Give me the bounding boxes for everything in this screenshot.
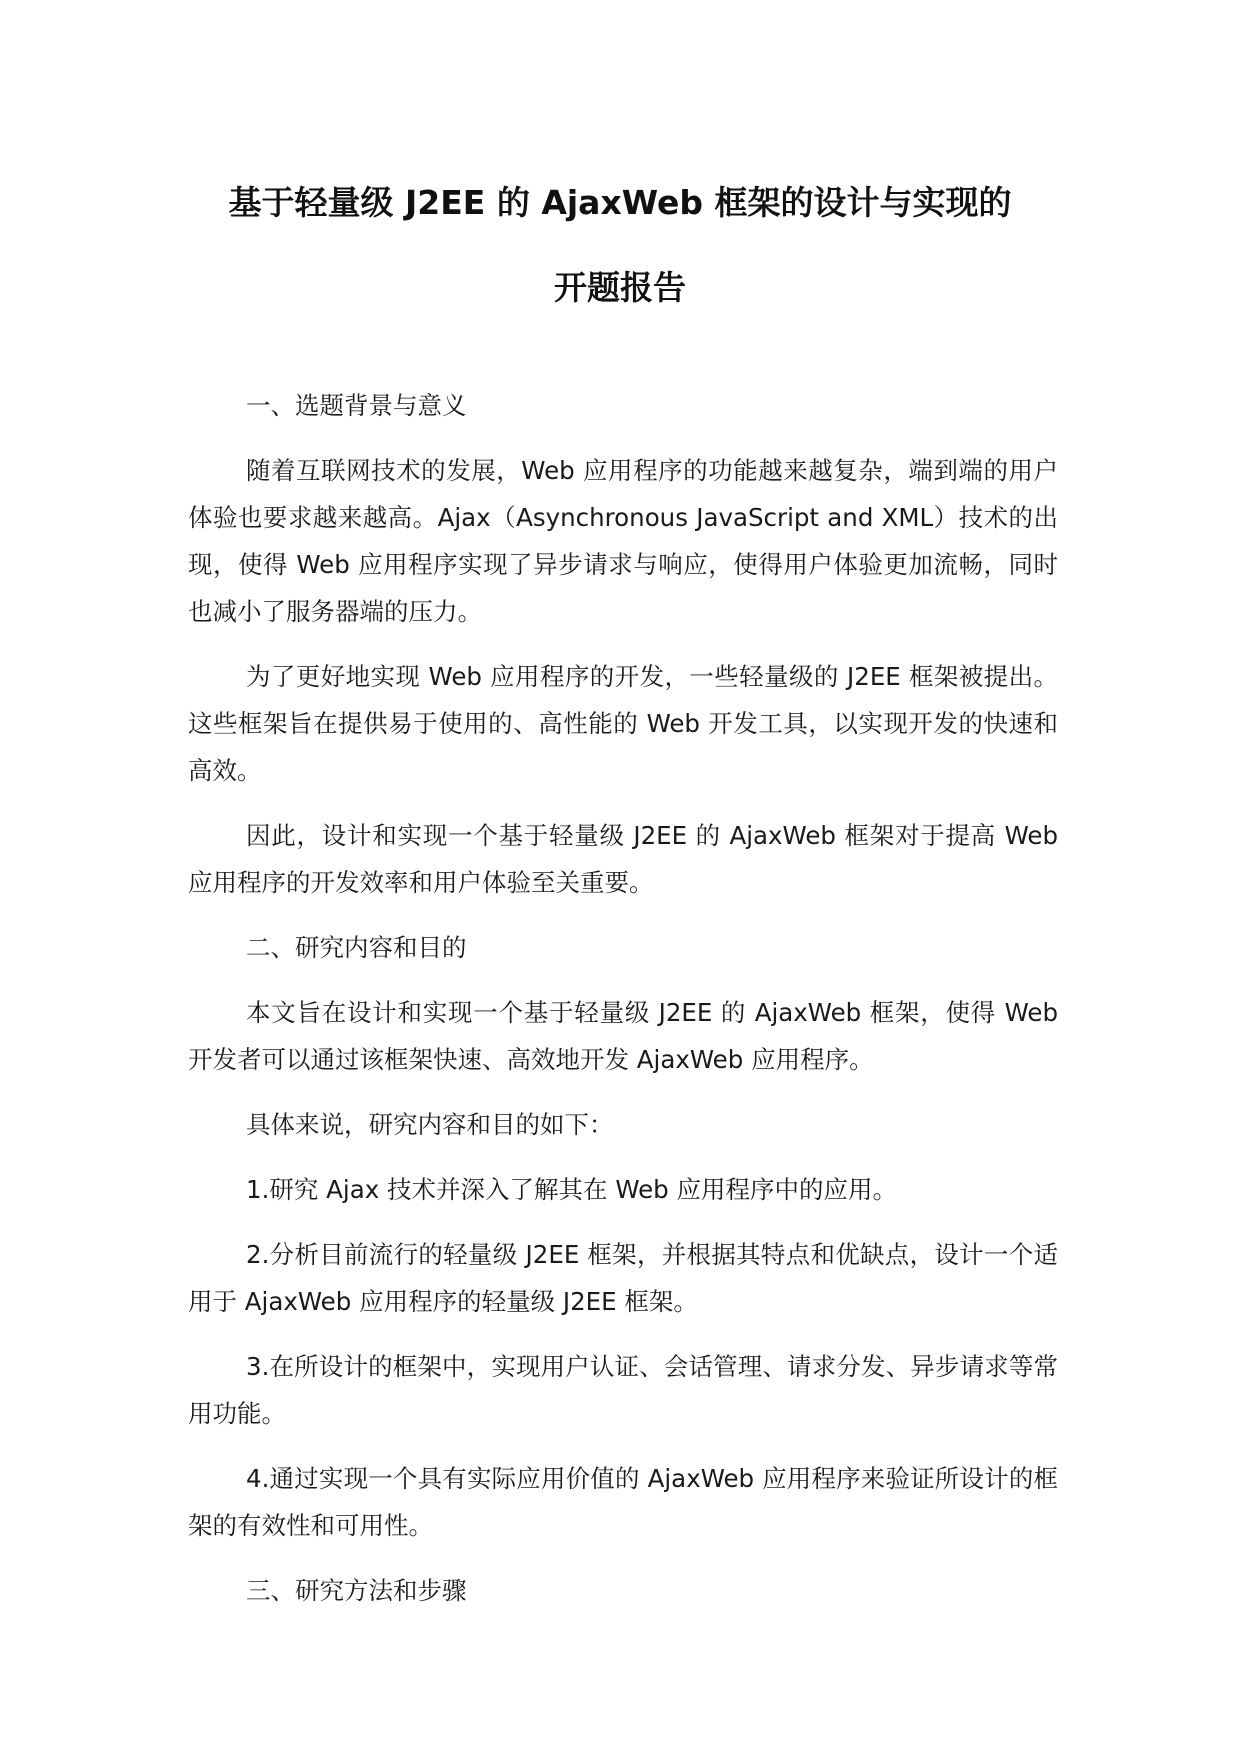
document-title-line-2: 开题报告 <box>554 268 686 307</box>
list-item-4: 4.通过实现一个具有实际应用价值的 AjaxWeb 应用程序来验证所设计的框架的有效性和可用性。 <box>188 1464 1058 1540</box>
paragraph-background-3: 因此，设计和实现一个基于轻量级 J2EE 的 AjaxWeb 框架对于提高 Web 应用程序的开发效率和用户体验至关重要。 <box>188 821 1058 897</box>
paragraph-background-1: 随着互联网技术的发展，Web 应用程序的功能越来越复杂，端到端的用户体验也要求越来越高。Ajax（Asynchronous JavaScript and XML）技术的出现，使得 Web 应用程序实现了异步请求与响应，使得用户体验更加流畅，同时也减小了服务器端的压力。 <box>188 456 1058 626</box>
section-heading-content: 二、研究内容和目的 <box>246 933 467 962</box>
document-body <box>188 382 1058 1632</box>
paragraph-content-1: 本文旨在设计和实现一个基于轻量级 J2EE 的 AjaxWeb 框架，使得 Web 开发者可以通过该框架快速、高效地开发 AjaxWeb 应用程序。 <box>188 998 1058 1074</box>
list-item-2: 2.分析目前流行的轻量级 J2EE 框架，并根据其特点和优缺点，设计一个适用于 AjaxWeb 应用程序的轻量级 J2EE 框架。 <box>188 1240 1058 1316</box>
list-item-3: 3.在所设计的框架中，实现用户认证、会话管理、请求分发、异步请求等常用功能。 <box>188 1352 1058 1428</box>
list-item-1: 1.研究 Ajax 技术并深入了解其在 Web 应用程序中的应用。 <box>246 1175 898 1204</box>
paragraph-background-2: 为了更好地实现 Web 应用程序的开发，一些轻量级的 J2EE 框架被提出。这些框架旨在提供易于使用的、高性能的 Web 开发工具，以实现开发的快速和高效。 <box>188 662 1058 785</box>
section-heading-methods: 三、研究方法和步骤 <box>246 1576 467 1605</box>
section-heading-background: 一、选题背景与意义 <box>246 391 467 420</box>
document-title-line-1: 基于轻量级 J2EE 的 AjaxWeb 框架的设计与实现的 <box>228 183 1012 222</box>
paragraph-content-2: 具体来说，研究内容和目的如下： <box>246 1110 614 1139</box>
